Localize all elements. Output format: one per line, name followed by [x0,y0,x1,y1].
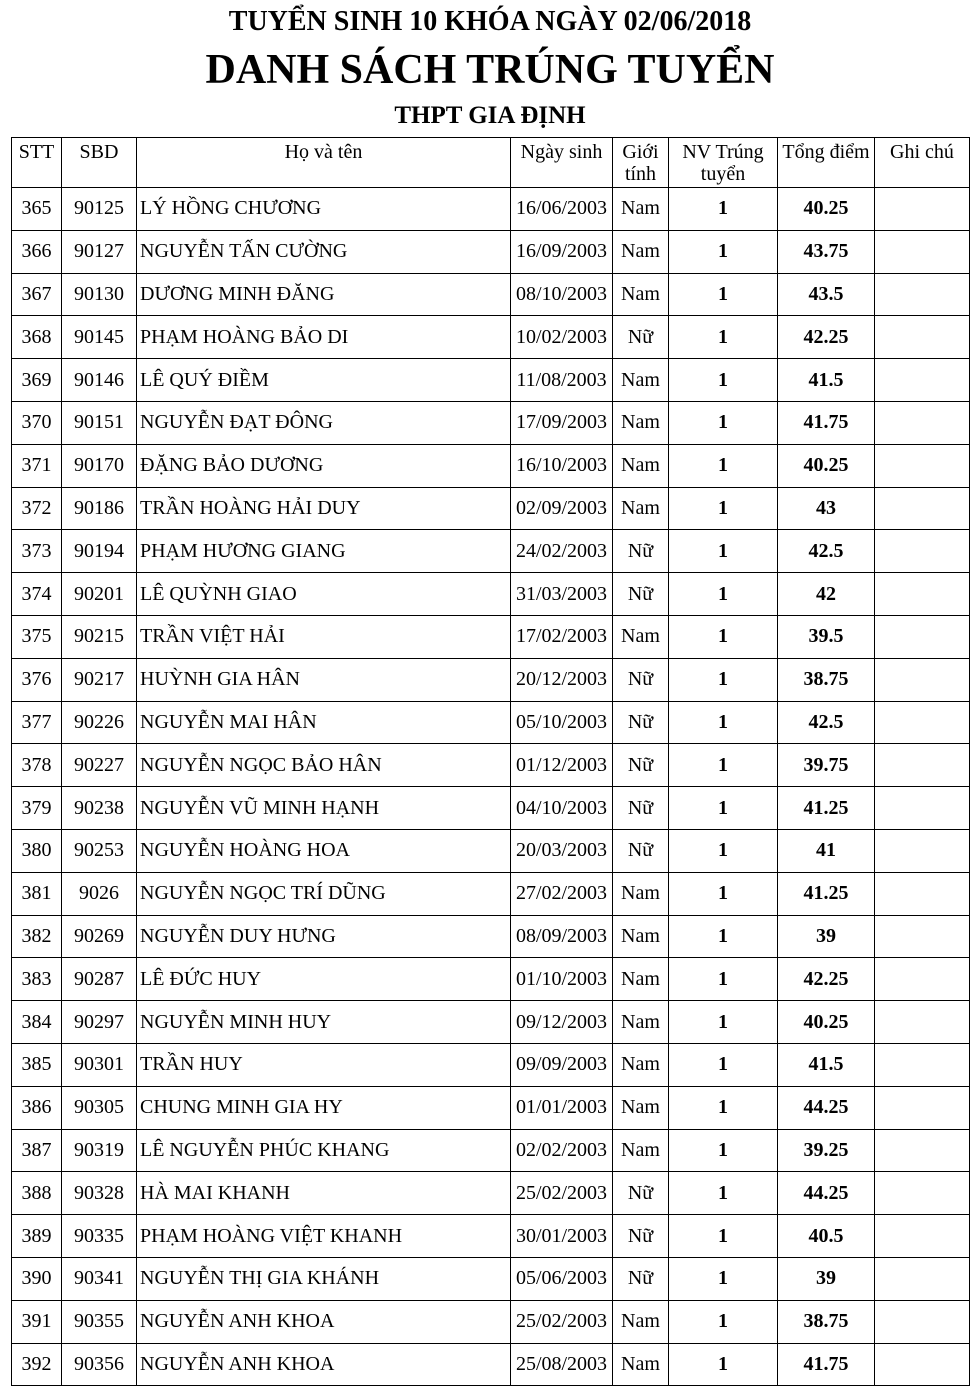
column-header-name: Họ và tên [137,138,511,188]
cell-birthdate: 30/01/2003 [511,1215,613,1258]
cell-gender: Nam [613,401,669,444]
column-header-sbd: SBD [62,138,137,188]
cell-note [875,359,970,402]
cell-gender: Nữ [613,787,669,830]
cell-stt: 387 [12,1129,62,1172]
cell-total-score: 43 [778,487,875,530]
cell-stt: 367 [12,273,62,316]
cell-sbd: 90227 [62,744,137,787]
cell-note [875,573,970,616]
cell-name: NGUYỄN VŨ MINH HẠNH [137,787,511,830]
cell-total-score: 40.25 [778,188,875,231]
column-header-stt: STT [12,138,62,188]
cell-name: LÝ HỒNG CHƯƠNG [137,188,511,231]
cell-stt: 392 [12,1343,62,1386]
cell-gender: Nam [613,1343,669,1386]
cell-gender: Nữ [613,530,669,573]
cell-note [875,615,970,658]
table-row [12,1129,970,1172]
cell-total-score: 41.25 [778,787,875,830]
cell-birthdate: 31/03/2003 [511,573,613,616]
table-row [12,872,970,915]
cell-gender: Nam [613,1300,669,1343]
cell-name: NGUYỄN DUY HƯNG [137,915,511,958]
cell-stt: 381 [12,872,62,915]
table-row [12,230,970,273]
cell-birthdate: 17/09/2003 [511,401,613,444]
cell-sbd: 90297 [62,1001,137,1044]
cell-note [875,230,970,273]
cell-sbd: 90328 [62,1172,137,1215]
table-row [12,444,970,487]
cell-name: NGUYỄN TẤN CƯỜNG [137,230,511,273]
cell-total-score: 42.25 [778,316,875,359]
cell-stt: 377 [12,701,62,744]
cell-choice: 1 [669,487,778,530]
cell-note [875,915,970,958]
cell-choice: 1 [669,273,778,316]
cell-note [875,273,970,316]
cell-stt: 366 [12,230,62,273]
cell-birthdate: 27/02/2003 [511,872,613,915]
cell-gender: Nam [613,915,669,958]
cell-sbd: 90287 [62,958,137,1001]
cell-birthdate: 01/10/2003 [511,958,613,1001]
cell-birthdate: 10/02/2003 [511,316,613,359]
table-row [12,401,970,444]
cell-sbd: 90319 [62,1129,137,1172]
cell-note [875,744,970,787]
cell-total-score: 42 [778,573,875,616]
cell-gender: Nữ [613,744,669,787]
cell-sbd: 90335 [62,1215,137,1258]
cell-total-score: 39.75 [778,744,875,787]
cell-sbd: 90201 [62,573,137,616]
table-row [12,658,970,701]
cell-sbd: 90269 [62,915,137,958]
cell-gender: Nữ [613,316,669,359]
cell-birthdate: 02/02/2003 [511,1129,613,1172]
cell-gender: Nam [613,1129,669,1172]
cell-total-score: 42.25 [778,958,875,1001]
cell-choice: 1 [669,1086,778,1129]
cell-gender: Nam [613,230,669,273]
table-row [12,1043,970,1086]
cell-birthdate: 05/10/2003 [511,701,613,744]
cell-choice: 1 [669,188,778,231]
cell-birthdate: 16/09/2003 [511,230,613,273]
cell-choice: 1 [669,573,778,616]
table-row [12,359,970,402]
cell-gender: Nam [613,487,669,530]
cell-name: NGUYỄN ANH KHOA [137,1343,511,1386]
cell-sbd: 90130 [62,273,137,316]
cell-stt: 378 [12,744,62,787]
cell-note [875,1129,970,1172]
cell-note [875,1300,970,1343]
column-header-note: Ghi chú [875,138,970,188]
cell-name: DƯƠNG MINH ĐĂNG [137,273,511,316]
table-row [12,615,970,658]
cell-choice: 1 [669,230,778,273]
cell-gender: Nam [613,188,669,231]
cell-note [875,530,970,573]
cell-birthdate: 25/02/2003 [511,1300,613,1343]
cell-stt: 384 [12,1001,62,1044]
cell-choice: 1 [669,872,778,915]
cell-gender: Nam [613,615,669,658]
cell-birthdate: 04/10/2003 [511,787,613,830]
table-row [12,744,970,787]
cell-birthdate: 20/12/2003 [511,658,613,701]
cell-sbd: 90215 [62,615,137,658]
table-row [12,829,970,872]
table-row [12,1215,970,1258]
cell-total-score: 43.75 [778,230,875,273]
cell-total-score: 44.25 [778,1172,875,1215]
table-row [12,1172,970,1215]
cell-birthdate: 01/01/2003 [511,1086,613,1129]
cell-birthdate: 24/02/2003 [511,530,613,573]
cell-sbd: 90253 [62,829,137,872]
cell-choice: 1 [669,658,778,701]
cell-total-score: 41.5 [778,359,875,402]
cell-note [875,1001,970,1044]
cell-gender: Nữ [613,1172,669,1215]
cell-sbd: 90217 [62,658,137,701]
cell-name: ĐẶNG BẢO DƯƠNG [137,444,511,487]
cell-note [875,1086,970,1129]
cell-gender: Nam [613,359,669,402]
cell-birthdate: 20/03/2003 [511,829,613,872]
column-header-total-score: Tổng điểm [778,138,875,188]
cell-gender: Nữ [613,658,669,701]
cell-choice: 1 [669,915,778,958]
cell-name: CHUNG MINH GIA HY [137,1086,511,1129]
cell-stt: 383 [12,958,62,1001]
cell-name: NGUYỄN NGỌC TRÍ DŨNG [137,872,511,915]
cell-note [875,958,970,1001]
cell-stt: 379 [12,787,62,830]
cell-name: LÊ NGUYỄN PHÚC KHANG [137,1129,511,1172]
cell-gender: Nam [613,1043,669,1086]
cell-name: NGUYỄN ANH KHOA [137,1300,511,1343]
cell-sbd: 90194 [62,530,137,573]
cell-choice: 1 [669,1257,778,1300]
cell-choice: 1 [669,1300,778,1343]
cell-total-score: 43.5 [778,273,875,316]
cell-stt: 391 [12,1300,62,1343]
cell-birthdate: 11/08/2003 [511,359,613,402]
cell-total-score: 40.5 [778,1215,875,1258]
table-row [12,573,970,616]
table-row [12,1257,970,1300]
cell-stt: 369 [12,359,62,402]
cell-stt: 386 [12,1086,62,1129]
cell-note [875,401,970,444]
cell-name: LÊ ĐỨC HUY [137,958,511,1001]
cell-total-score: 42.5 [778,701,875,744]
cell-choice: 1 [669,1043,778,1086]
cell-sbd: 90305 [62,1086,137,1129]
cell-note [875,1172,970,1215]
cell-gender: Nam [613,1001,669,1044]
cell-stt: 365 [12,188,62,231]
cell-name: PHẠM HOÀNG BẢO DI [137,316,511,359]
cell-gender: Nam [613,1086,669,1129]
cell-note [875,701,970,744]
cell-note [875,188,970,231]
cell-total-score: 39.5 [778,615,875,658]
cell-total-score: 39.25 [778,1129,875,1172]
table-row [12,487,970,530]
cell-birthdate: 25/02/2003 [511,1172,613,1215]
cell-total-score: 38.75 [778,1300,875,1343]
cell-choice: 1 [669,829,778,872]
document-title-exam: TUYỂN SINH 10 KHÓA NGÀY 02/06/2018 [228,6,752,37]
cell-stt: 368 [12,316,62,359]
table-row [12,316,970,359]
cell-stt: 374 [12,573,62,616]
cell-gender: Nam [613,273,669,316]
table-row [12,787,970,830]
cell-name: PHẠM HOÀNG VIỆT KHANH [137,1215,511,1258]
cell-choice: 1 [669,1343,778,1386]
cell-total-score: 40.25 [778,444,875,487]
document-title-list: DANH SÁCH TRÚNG TUYỂN [205,47,775,93]
cell-note [875,444,970,487]
cell-total-score: 42.5 [778,530,875,573]
cell-gender: Nam [613,958,669,1001]
cell-total-score: 44.25 [778,1086,875,1129]
cell-choice: 1 [669,359,778,402]
column-header-gender: Giới tính [613,138,669,188]
cell-total-score: 41.5 [778,1043,875,1086]
cell-gender: Nữ [613,1257,669,1300]
cell-sbd: 90226 [62,701,137,744]
cell-stt: 371 [12,444,62,487]
cell-sbd: 90238 [62,787,137,830]
cell-gender: Nữ [613,1215,669,1258]
cell-note [875,1043,970,1086]
cell-birthdate: 17/02/2003 [511,615,613,658]
cell-name: NGUYỄN THỊ GIA KHÁNH [137,1257,511,1300]
cell-name: NGUYỄN MAI HÂN [137,701,511,744]
cell-name: NGUYỄN NGỌC BẢO HÂN [137,744,511,787]
cell-note [875,1215,970,1258]
cell-name: LÊ QUỲNH GIAO [137,573,511,616]
cell-sbd: 90341 [62,1257,137,1300]
cell-gender: Nữ [613,829,669,872]
cell-choice: 1 [669,958,778,1001]
cell-stt: 382 [12,915,62,958]
table-row [12,915,970,958]
table-row [12,273,970,316]
cell-choice: 1 [669,530,778,573]
cell-total-score: 39 [778,1257,875,1300]
cell-total-score: 38.75 [778,658,875,701]
cell-sbd: 90186 [62,487,137,530]
cell-stt: 388 [12,1172,62,1215]
cell-gender: Nữ [613,573,669,616]
cell-choice: 1 [669,1215,778,1258]
cell-sbd: 90151 [62,401,137,444]
cell-choice: 1 [669,1172,778,1215]
cell-stt: 390 [12,1257,62,1300]
cell-gender: Nam [613,444,669,487]
cell-birthdate: 02/09/2003 [511,487,613,530]
table-row [12,701,970,744]
cell-name: NGUYỄN HOÀNG HOA [137,829,511,872]
cell-sbd: 90125 [62,188,137,231]
table-row [12,530,970,573]
cell-total-score: 40.25 [778,1001,875,1044]
cell-gender: Nam [613,872,669,915]
cell-birthdate: 08/10/2003 [511,273,613,316]
cell-choice: 1 [669,615,778,658]
table-row [12,1001,970,1044]
table-row [12,1343,970,1386]
cell-name: NGUYỄN ĐẠT ĐÔNG [137,401,511,444]
cell-sbd: 90355 [62,1300,137,1343]
cell-name: PHẠM HƯƠNG GIANG [137,530,511,573]
cell-stt: 385 [12,1043,62,1086]
cell-total-score: 41.25 [778,872,875,915]
table-header [12,138,970,188]
cell-gender: Nữ [613,701,669,744]
cell-name: LÊ QUÝ ĐIỀM [137,359,511,402]
admission-table [11,137,970,1386]
cell-sbd: 90301 [62,1043,137,1086]
column-header-birthdate: Ngày sinh [511,138,613,188]
cell-name: NGUYỄN MINH HUY [137,1001,511,1044]
cell-note [875,829,970,872]
cell-choice: 1 [669,787,778,830]
cell-total-score: 41.75 [778,1343,875,1386]
cell-name: HUỲNH GIA HÂN [137,658,511,701]
cell-birthdate: 25/08/2003 [511,1343,613,1386]
cell-total-score: 39 [778,915,875,958]
cell-stt: 376 [12,658,62,701]
cell-sbd: 90170 [62,444,137,487]
cell-note [875,658,970,701]
table-row [12,1300,970,1343]
cell-stt: 372 [12,487,62,530]
cell-sbd: 90356 [62,1343,137,1386]
cell-birthdate: 09/12/2003 [511,1001,613,1044]
cell-birthdate: 08/09/2003 [511,915,613,958]
cell-sbd: 90146 [62,359,137,402]
cell-birthdate: 01/12/2003 [511,744,613,787]
cell-choice: 1 [669,316,778,359]
cell-stt: 380 [12,829,62,872]
cell-stt: 389 [12,1215,62,1258]
cell-total-score: 41 [778,829,875,872]
cell-name: HÀ MAI KHANH [137,1172,511,1215]
table-row [12,188,970,231]
cell-choice: 1 [669,1129,778,1172]
cell-choice: 1 [669,1001,778,1044]
cell-note [875,1257,970,1300]
cell-stt: 375 [12,615,62,658]
cell-note [875,872,970,915]
cell-sbd: 9026 [62,872,137,915]
cell-birthdate: 16/06/2003 [511,188,613,231]
table-row [12,1086,970,1129]
cell-stt: 370 [12,401,62,444]
cell-choice: 1 [669,744,778,787]
cell-birthdate: 05/06/2003 [511,1257,613,1300]
school-name: THPT GIA ĐỊNH [394,102,586,129]
cell-total-score: 41.75 [778,401,875,444]
header-row [12,138,970,188]
cell-stt: 373 [12,530,62,573]
cell-note [875,1343,970,1386]
cell-name: TRẦN HOÀNG HẢI DUY [137,487,511,530]
cell-note [875,487,970,530]
cell-name: TRẦN HUY [137,1043,511,1086]
cell-choice: 1 [669,444,778,487]
cell-birthdate: 09/09/2003 [511,1043,613,1086]
cell-choice: 1 [669,701,778,744]
table-row [12,958,970,1001]
cell-note [875,787,970,830]
cell-birthdate: 16/10/2003 [511,444,613,487]
cell-sbd: 90127 [62,230,137,273]
column-header-choice: NV Trúng tuyển [669,138,778,188]
cell-sbd: 90145 [62,316,137,359]
table-body [12,188,970,1386]
cell-note [875,316,970,359]
cell-name: TRẦN VIỆT HẢI [137,615,511,658]
cell-choice: 1 [669,401,778,444]
